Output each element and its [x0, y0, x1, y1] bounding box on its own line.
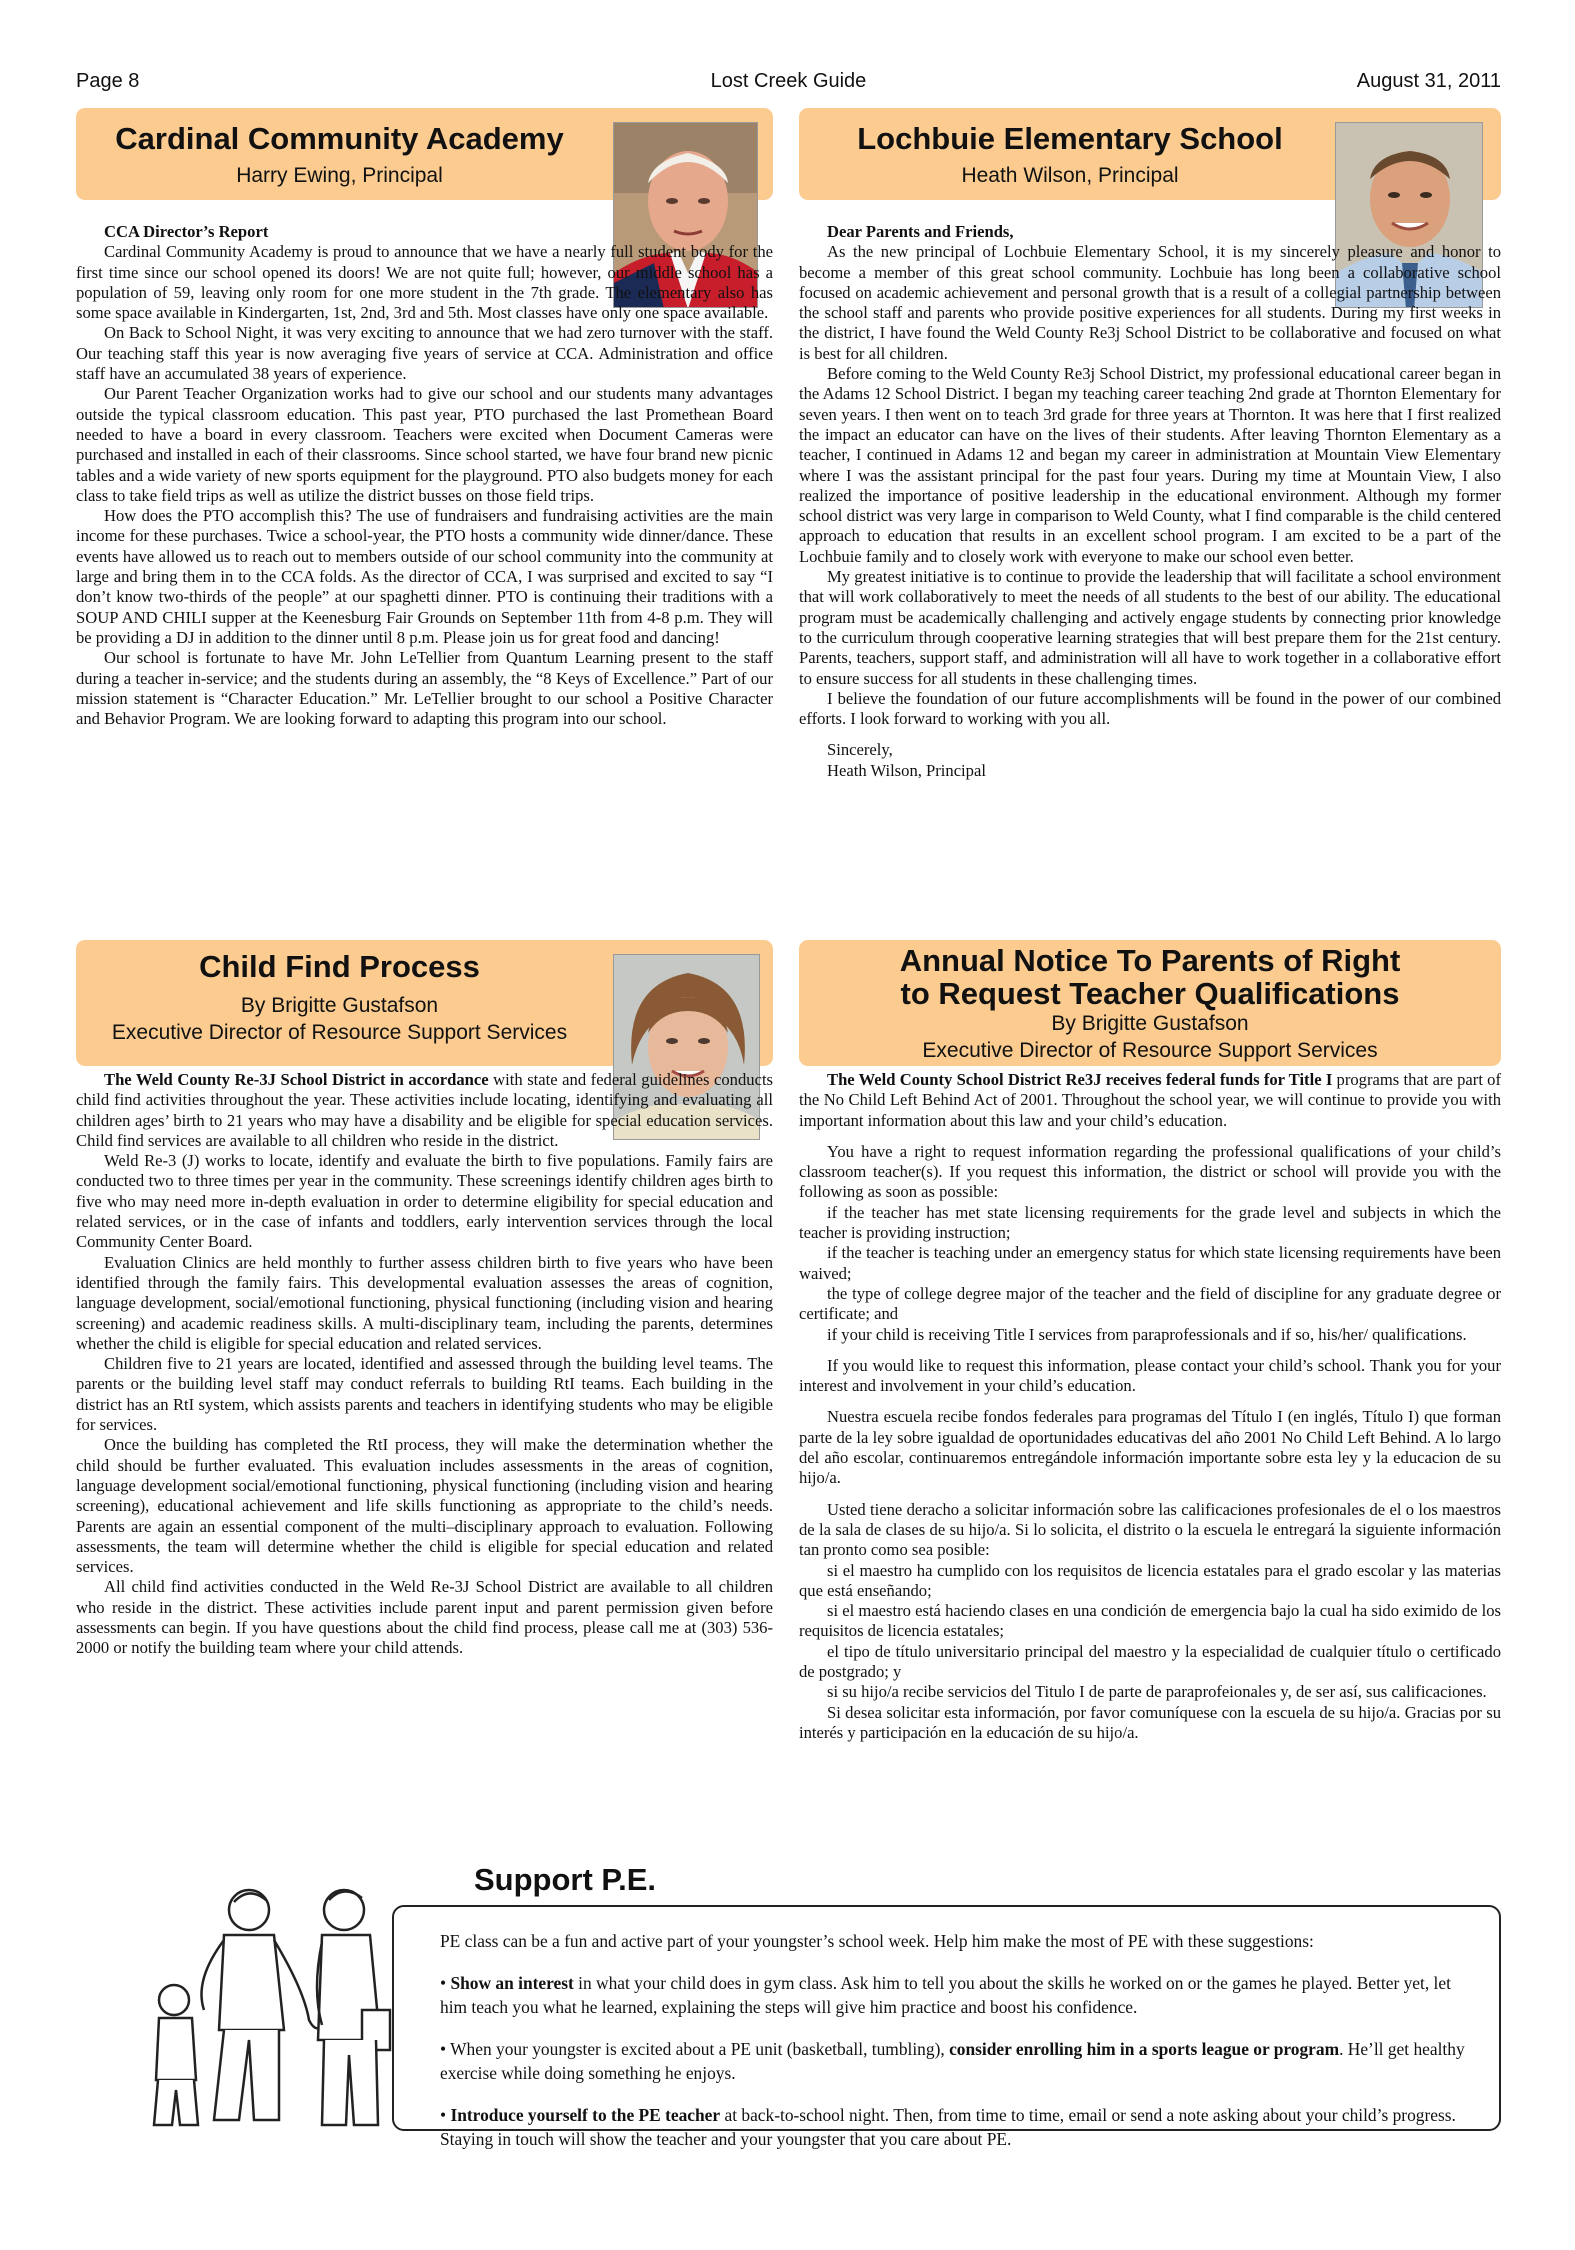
annual-lead-bold: The Weld County School District Re3J receives federal funds for Title I [827, 1070, 1333, 1089]
annual-spanish-list-item: el tipo de título universitario principal del maestro y la especialidad de cualquier título o certificado de postgrado; y [799, 1641, 1501, 1682]
pe-tip-bold: consider enrolling him in a sports league or program [949, 2039, 1340, 2059]
childfind-paragraph: Evaluation Clinics are held monthly to further assess children birth to five years who have been identified through the family fairs. This developmental evaluation assesses the areas of cognition, language development, social/emotional functioning, physical functioning (including vision and hearing screening) and academic readiness skills. A multi-disciplinary team, including the parents, determines whether the child is eligible for special education and related services. [76, 1252, 773, 1353]
lochbuie-paragraph: Before coming to the Weld County Re3j School District, my professional educational career began in the Adams 12 School District. I began my teaching career teaching 2nd grade at Thornton Elementary for seven years. I then went on to teach 3rd grade for three years at Thornton. It was here that I first realized the impact an educator can have on the lives of their students. After leaving Thornton Elementary as a teacher, I continued in Adams 12 and began my career in administration at Mountain View Elementary where I was the assistant principal for the past four years. During my time at Mountain View, I also realized the importance of positive leadership in the educational environment. Although my former school district was very large in comparison to Weld County, what I find comparable is the child centered approach to education that results in an excellent school program. I am excited to be a part of the Lochbuie family and to closely work with everyone to make our school even better. [799, 364, 1501, 566]
annual-body [799, 1070, 1501, 1743]
lochbuie-paragraph: My greatest initiative is to continue to provide the leadership that will facilitate a school environment that will work collaboratively to meet the needs of all students to the best of our ability. The educational program must be academically challenging and actively engage students by connecting prior knowledge to the curriculum through cooperative learning strategies that will best prepare them for the 21st century. Parents, teachers, support staff, and administration will all have to work together in a collaborative effort to ensure success for all students in these challenging times. [799, 567, 1501, 688]
childfind-paragraph: Weld Re-3 (J) works to locate, identify and evaluate the birth to five populations. Family fairs are conducted two to three times per year in the community. These screenings identify children ages birth to five who may need more in-depth evaluation in order to determine eligibility for special education and related services, or in the case of infants and toddlers, early intervention services through the local Community Center Board. [76, 1151, 773, 1252]
cca-body [76, 222, 773, 729]
annual-list-item: if your child is receiving Title I services from paraprofessionals and if so, his/her/ qualifications. [827, 1324, 1467, 1344]
childfind-body [76, 1070, 773, 1659]
annual-paragraph: If you would like to request this information, please contact your child’s school. Thank you for your interest and involvement in your child’s education. [799, 1355, 1501, 1396]
annual-spanish-paragraph: Si desea solicitar esta información, por favor comuníquese con la escuela de su hijo/a. Gracias por su interés y participación en la educación de su hijo/a. [799, 1702, 1501, 1742]
annual-title-line1: Annual Notice To Parents of Right [899, 943, 1401, 978]
childfind-article [76, 940, 773, 1860]
lochbuie-paragraph: I believe the foundation of our future accomplishments will be found in the power of our combined efforts. I look forward to working with you all. [799, 688, 1501, 729]
childfind-byline: By Brigitte Gustafson [240, 994, 439, 1017]
annual-banner [799, 940, 1501, 1066]
annual-lead [799, 1070, 1501, 1131]
publication-title: Lost Creek Guide [710, 70, 867, 92]
pe-tip-text: . He’ll get healthy exercise while doing something he enjoys. [440, 2039, 1465, 2083]
page-number: Page 8 [76, 70, 140, 92]
childfind-lead-rest: with state and federal guidelines conducts child find activities throughout the year. These activities include locating, identifying and evaluating all children ages’ birth to 21 years who may have a disability and be eligible for special education services. Child find services are available to all children who reside in the district. [76, 1070, 774, 1150]
annual-byline: By Brigitte Gustafson [1051, 1012, 1249, 1035]
childfind-lead-bold: The Weld County Re-3J School District in accordance [104, 1070, 489, 1089]
lochbuie-body [799, 222, 1501, 781]
childfind-paragraph: All child find activities conducted in the Weld Re-3J School District are available to all children who reside in the district. These activities include parent input and parent permission given before assessments can begin. If you have questions about the child find process, please call me at (303) 536-2000 or notify the building team where your child attends. [76, 1577, 773, 1658]
lochbuie-greeting: Dear Parents and Friends, [827, 222, 1014, 241]
pe-tip-text: at back-to-school night. Then, from time to time, email or send a note asking about your child’s progress. Staying in touch will show the teacher and your youngster that you care about PE. [440, 2105, 1456, 2149]
cca-paragraph: How does the PTO accomplish this? The use of fundraisers and fundraising activities are the main income for these purchases. Twice a school-year, the PTO hosts a community wide dinner/dance. These events have allowed us to reach out to members outside of our school community into the community at large and bring them in to the CCA folds. As the director of CCA, I was surprised and excited to say “I don’t know two-thirds of the people” at our spaghetti dinner. PTO is continuing their traditions with a SOUP AND CHILI supper at the Keenesburg Fair Grounds on September 11th from 4-8 p.m. They will be providing a DJ in addition to the dinner until 8 p.m. Please join us for great food and dancing! [76, 506, 773, 647]
annual-list-item: the type of college degree major of the teacher and the field of discipline for any graduate degree or certificate; and [799, 1283, 1501, 1324]
pe-title: Support P.E. [474, 1862, 657, 1897]
bullet: • [440, 1973, 447, 1993]
cca-paragraph: Our Parent Teacher Organization works had to give our school and our students many advantages outside the typical classroom education. This past year, PTO purchased the last Promethean Board needed to have a board in every classroom. Teachers were excited when Document Cameras were purchased and installed in each of their classrooms. Since school started, we have four brand new picnic tables and a wide variety of new sports equipment for the playground. PTO also budgets money for each class to take field trips as well as utilize the district busses on those field trips. [76, 384, 773, 505]
cca-paragraph: Our school is fortunate to have Mr. John LeTellier from Quantum Learning present to the staff during a teacher in-service; and the students during an assembly, the “8 Keys of Excellence.” Part of our mission statement is “Character Education.” Mr. LeTellier brought to our school a Positive Character and Behavior Program. We are looking forward to adapting this program into our school. [76, 648, 773, 729]
cca-title: Cardinal Community Academy [115, 121, 564, 156]
childfind-title: Child Find Process [199, 949, 480, 984]
pe-tip-bold: Show an interest [450, 1973, 574, 1993]
cca-article [76, 108, 773, 938]
annual-list-item: if the teacher has met state licensing requirements for the grade level and subjects in which the teacher is providing instruction; [799, 1202, 1501, 1243]
cca-principal: Harry Ewing, Principal [236, 164, 443, 187]
pe-tips-box [392, 1905, 1501, 2149]
childfind-role: Executive Director of Resource Support Services [111, 1021, 568, 1044]
cca-heading: CCA Director’s Report [104, 222, 269, 241]
annual-spanish-list-item: si su hijo/a recibe servicios del Titulo I de parte de paraprofeionales y, de ser así, sus calificaciones. [827, 1682, 1487, 1702]
handshake-illustration [74, 1880, 394, 2130]
pe-tip-text: When your youngster is excited about a PE unit (basketball, tumbling), [450, 2039, 950, 2059]
cca-paragraph: On Back to School Night, it was very exciting to announce that we had zero turnover with the staff. Our teaching staff this year is now averaging five years of service at CCA. Administration and office staff have an accumulated 38 years of experience. [76, 323, 773, 384]
lochbuie-signature: Heath Wilson, Principal [827, 760, 986, 780]
lochbuie-paragraph: As the new principal of Lochbuie Elementary School, it is my sincerely pleasure and honor to become a member of this great school community. Lochbuie has long been a collaborative school focused on academic achievement and personal growth that is a result of a collegial partnership between the school staff and parents who provide positive experiences for all students. During my first weeks in the district, I have found the Weld County Re3j School District to be collaborative and focused on what is best for all children. [799, 242, 1501, 363]
childfind-paragraph: Children five to 21 years are located, identified and assessed through the building level teams. The parents or the building level staff may conduct referrals to building RtI teams. Each building in the district has an RtI system, which assists parents and teachers in identifying students who may be eligible for services. [76, 1354, 773, 1435]
pe-tip [440, 2103, 1473, 2151]
pe-intro: PE class can be a fun and active part of your youngster’s school week. Help him make the most of PE with these suggestions: [440, 1931, 1314, 1951]
bullet: • [440, 2039, 447, 2059]
annual-spanish-list-item: si el maestro ha cumplido con los requisitos de licencia estatales para el grado escolar y las materias que está enseñando; [799, 1560, 1501, 1600]
pe-tip [440, 2037, 1473, 2085]
annual-lead-rest: programs that are part of the No Child Left Behind Act of 2001. Throughout the school year, we will continue to provide you with important information about this law and your child’s education. [799, 1070, 1502, 1130]
pe-tip [440, 1971, 1473, 2019]
annual-spanish-paragraph: Nuestra escuela recibe fondos federales para programas del Título I (en inglés, Título I) que forman parte de la ley sobre igualdad de oportunidades educativas del año 2001 No Child Left Behind. A lo largo del año escolar, continuaremos entregándole información importante sobre esta ley y la educacion de su hijo/a. [799, 1407, 1501, 1488]
bullet: • [440, 2105, 447, 2125]
annual-list-item: if the teacher is teaching under an emergency status for which state licensing requirements have been waived; [799, 1243, 1501, 1283]
lochbuie-closing: Sincerely, [827, 740, 893, 760]
issue-date: August 31, 2011 [1356, 70, 1501, 92]
annual-notice-article [799, 940, 1501, 1880]
lochbuie-principal: Heath Wilson, Principal [961, 164, 1179, 187]
cca-paragraph: Cardinal Community Academy is proud to announce that we have a nearly full student body for the first time since our school opened its doors! We are not quite full; however, our middle school has a population of 59, leaving only room for one more student in the 7th grade. The elementary also has some space available in Kindergarten, 1st, 2nd, 3rd and 5th. Most classes have only one space available. [76, 242, 773, 323]
annual-role: Executive Director of Resource Support Services [922, 1039, 1378, 1062]
childfind-paragraph: Once the building has completed the RtI process, they will make the determination whether the child should be further evaluated. This evaluation includes assessments in the areas of cognition, language development social/emotional functioning, physical functioning (including vision and hearing screening), educational achievement and life skills functioning as appropriate to the child’s needs. Parents are again an essential component of the multi–disciplinary approach to evaluation. Following assessments, the team will determine whether the child is eligible for special education and related services. [76, 1435, 773, 1577]
annual-title-line2: to Request Teacher Qualifications [900, 976, 1400, 1011]
page-header [76, 70, 1501, 100]
pe-tip-text: in what your child does in gym class. Ask him to tell you about the skills he worked on or the games he played. Better yet, let him teach you what he learned, explaining the steps will give him practice and boost his confidence. [440, 1973, 1451, 2017]
childfind-lead [76, 1070, 773, 1151]
annual-paragraph: You have a right to request information regarding the professional qualifications of your child’s classroom teacher(s). If you request this information, the district or school will provide you with the following as soon as possible: [799, 1141, 1501, 1202]
lochbuie-title: Lochbuie Elementary School [857, 121, 1283, 156]
annual-spanish-paragraph: Usted tiene deracho a solicitar información sobre las calificaciones profesionales de el o los maestros de la sala de clases de su hijo/a. Si lo solicita, el distrito o la escuela le entregará la siguiente información tan pronto como sea posible: [799, 1499, 1501, 1560]
lochbuie-article [799, 108, 1501, 938]
pe-tip-bold: Introduce yourself to the PE teacher [450, 2105, 721, 2125]
annual-spanish-list-item: si el maestro está haciendo clases en una condición de emergencia bajo la cual ha sido eximido de los requisitos de licencia estatales; [799, 1601, 1501, 1641]
